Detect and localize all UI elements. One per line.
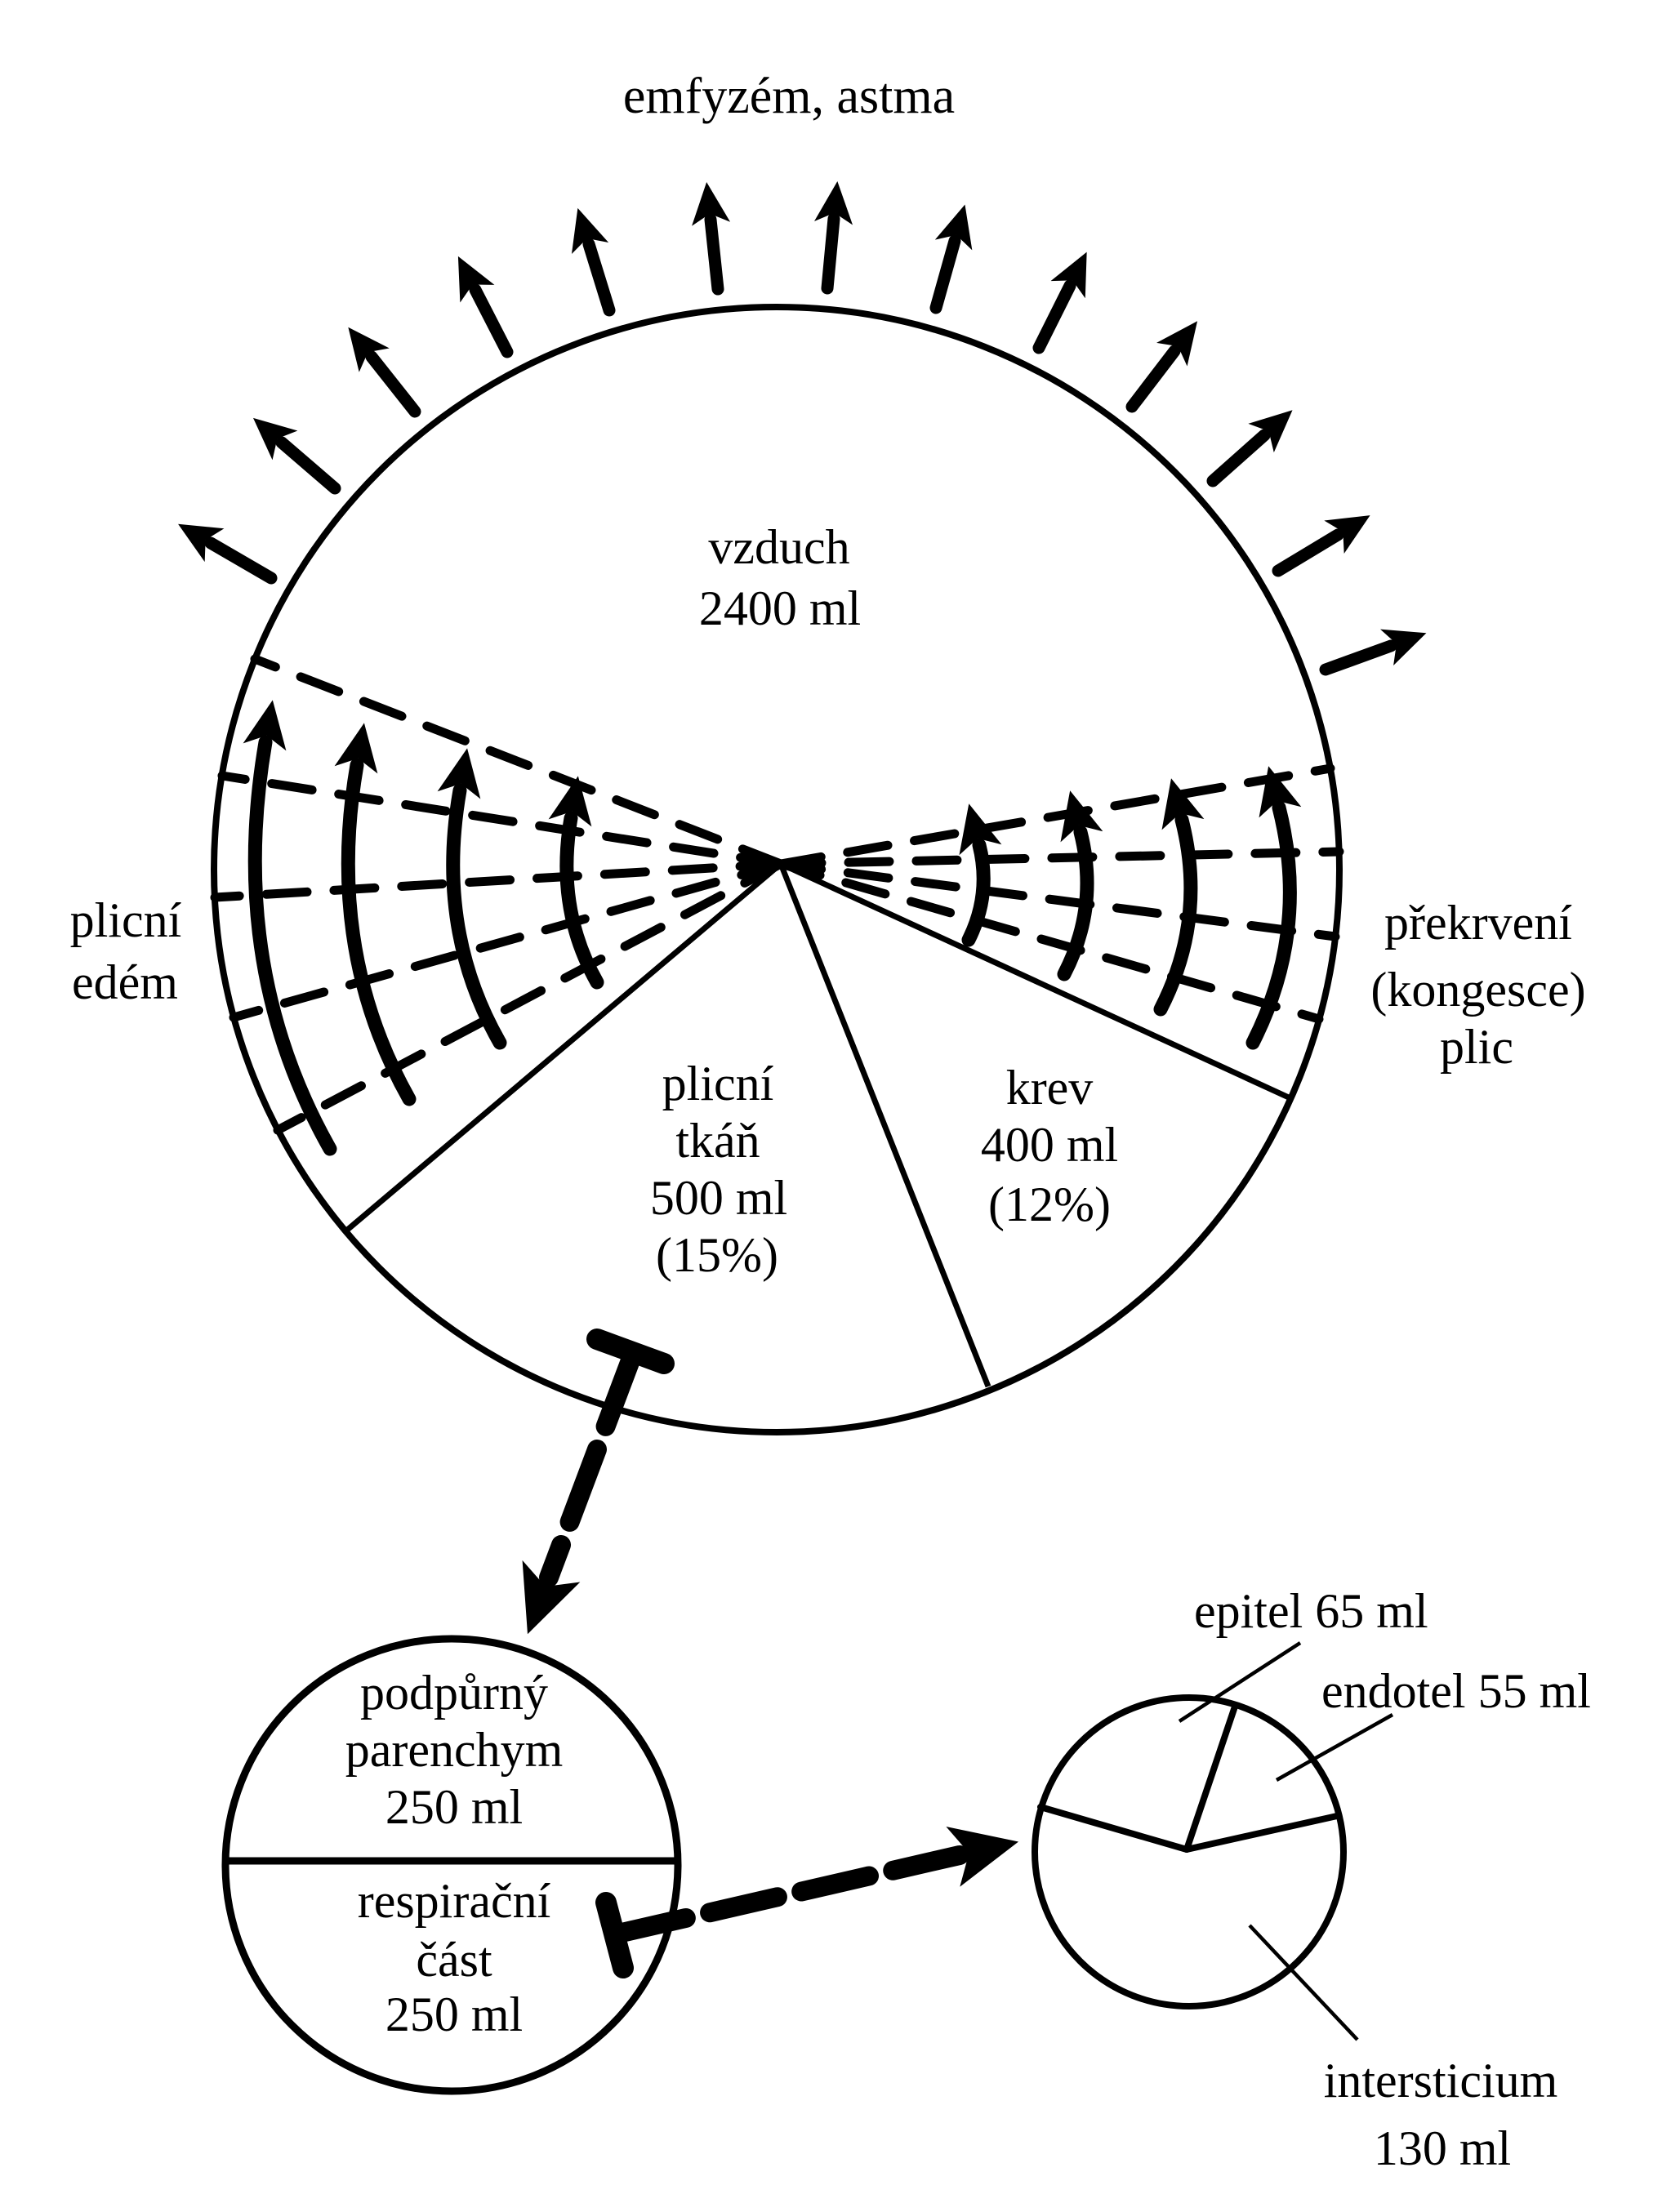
- outward-arrow: [1326, 646, 1391, 670]
- parenchyma-top-label-1: podpůrný: [360, 1666, 548, 1720]
- outward-arrow: [282, 443, 335, 488]
- blood-label-1: krev: [1005, 1061, 1094, 1115]
- outward-arrow: [936, 241, 955, 308]
- parenchyma-bottom-label-2: část: [416, 1933, 492, 1987]
- outward-arrow: [827, 219, 834, 288]
- outward-arrow: [711, 220, 718, 289]
- curved-arrow: [348, 765, 409, 1099]
- blood-label-2: 400 ml: [980, 1118, 1119, 1172]
- congestion-arrows: [969, 808, 1290, 1043]
- detail-sector-lines: [1040, 1707, 1337, 1849]
- edema-arrows: [255, 742, 597, 1149]
- dashed-shaft: [618, 1855, 960, 1934]
- parenchyma-top-label-2: parenchym: [345, 1723, 564, 1777]
- blood-label-3: (12%): [988, 1177, 1111, 1231]
- endotel-leader-line: [1277, 1715, 1392, 1780]
- outward-arrow: [1039, 286, 1070, 348]
- outward-arrow: [1278, 535, 1338, 571]
- edema-label-2: edém: [72, 955, 178, 1009]
- outward-arrow: [1213, 435, 1264, 481]
- dashed-fan-line: [222, 776, 781, 864]
- curved-arrow: [969, 845, 983, 940]
- intersticium-label-2: 130 ml: [1373, 2121, 1512, 2175]
- parenchyma-top-label-3: 250 ml: [385, 1780, 524, 1834]
- outward-arrow: [372, 357, 415, 412]
- edema-label-1: plicní: [69, 893, 182, 947]
- dashed-fan-line: [255, 659, 781, 864]
- connector-arrow-to-parenchyma: [549, 1339, 664, 1578]
- congestion-label-3: plic: [1440, 1020, 1513, 1074]
- detail-sector-line-top: [1187, 1707, 1235, 1849]
- intersticium-label-1: intersticium: [1323, 2054, 1558, 2107]
- tissue-label-3: 500 ml: [649, 1171, 788, 1225]
- congestion-label-2: (kongesce): [1370, 963, 1586, 1017]
- outward-arrow: [1132, 351, 1174, 407]
- curved-arrow: [255, 742, 330, 1149]
- dashed-fan-line: [234, 864, 781, 1017]
- congestion-label-1: překrvení: [1384, 896, 1572, 950]
- detail-sector-line-left: [1040, 1807, 1187, 1849]
- tissue-label-4: (15%): [656, 1228, 778, 1282]
- detail-sector-line-right: [1187, 1816, 1337, 1849]
- air-value: 2400 ml: [698, 581, 862, 635]
- outward-arrow: [589, 244, 609, 310]
- curved-arrow: [453, 790, 500, 1043]
- epitel-label: epitel 65 ml: [1194, 1584, 1428, 1638]
- air-label: vzduch: [708, 520, 850, 574]
- congestion-fan: [781, 768, 1339, 1019]
- dashed-fan-line: [781, 768, 1330, 864]
- parenchyma-bottom-label-1: respirační: [357, 1874, 551, 1928]
- tissue-label-1: plicní: [662, 1057, 774, 1110]
- dashed-fan-line: [781, 864, 1319, 1019]
- parenchyma-bottom-label-3: 250 ml: [385, 1987, 524, 2041]
- curved-arrow: [567, 818, 597, 982]
- outward-arrow: [475, 290, 507, 352]
- tissue-label-2: tkáň: [675, 1114, 760, 1168]
- endotel-label: endotel 55 ml: [1321, 1664, 1591, 1718]
- outward-arrow: [211, 543, 271, 578]
- title-emfyzem-astma: emfyzém, astma: [622, 69, 956, 124]
